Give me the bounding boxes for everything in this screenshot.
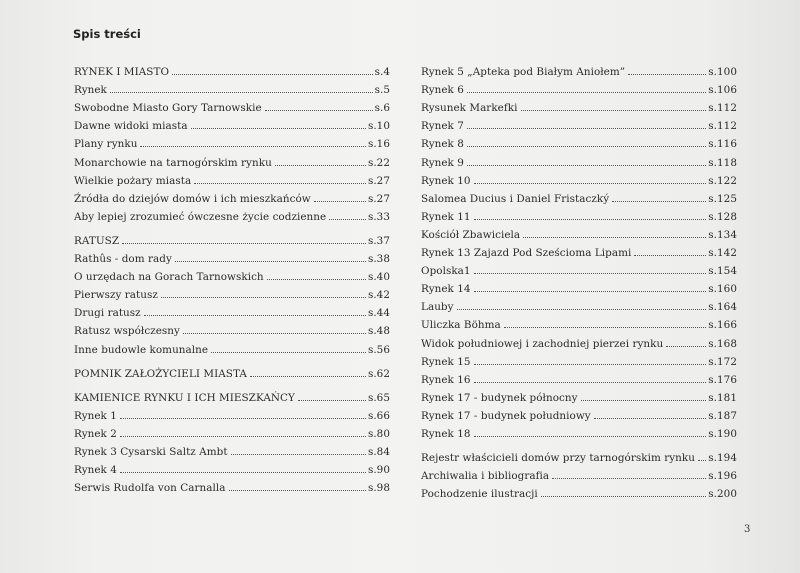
toc-entry-page: s.90 <box>367 464 390 477</box>
toc-entry <box>74 265 390 283</box>
dot-leader <box>250 376 366 377</box>
toc-entry <box>421 446 737 464</box>
toc-entry-title: Rynek 8 <box>421 138 464 151</box>
toc-entry-title: Rynek 15 <box>421 355 471 368</box>
toc-entry <box>74 386 390 404</box>
toc-entry-page: s.4 <box>374 66 390 79</box>
toc-entry-page: s.196 <box>708 470 737 483</box>
dot-leader <box>474 291 707 292</box>
toc-entry-page: s.48 <box>367 325 390 338</box>
dot-leader <box>175 261 366 262</box>
toc-entry <box>74 319 390 337</box>
dot-leader <box>698 460 706 461</box>
dot-leader <box>634 255 706 256</box>
toc-entry <box>421 259 737 277</box>
toc-entry-title: RATUSZ <box>74 234 120 247</box>
toc-entry-title: Plany rynku <box>74 138 138 151</box>
toc-entry-page: s.44 <box>367 307 390 320</box>
dot-leader <box>612 201 706 202</box>
dot-leader <box>267 279 366 280</box>
toc-entry-title: Rynek 6 <box>421 84 464 97</box>
toc-entry-page: s.106 <box>708 84 737 97</box>
toc-entry-page: s.116 <box>708 138 737 151</box>
toc-entry <box>421 313 737 331</box>
toc-entry-page: s.16 <box>367 138 390 151</box>
toc-entry <box>421 464 737 482</box>
toc-entry-title: Pochodzenie ilustracji <box>421 488 538 501</box>
toc-entry <box>421 295 737 313</box>
dot-leader <box>172 74 373 75</box>
toc-entry-page: s.172 <box>708 355 737 368</box>
toc-entry-title: Aby lepiej zrozumieć ówczesne życie codzienne <box>74 210 327 223</box>
toc-entry-title: Swobodne Miasto Gory Tarnowskie <box>74 102 262 115</box>
toc-entry-title: Źródła do dziejów domów i ich mieszkańców <box>74 192 311 205</box>
toc-entry <box>74 283 390 301</box>
dot-leader <box>474 273 707 274</box>
dot-leader <box>552 478 706 479</box>
dot-leader <box>110 92 373 93</box>
toc-entry-title: Rynek 1 <box>74 409 117 422</box>
page-number: 3 <box>744 524 751 535</box>
toc-entry-page: s.112 <box>708 102 737 115</box>
toc-entry-page: s.6 <box>374 102 390 115</box>
dot-leader <box>120 472 366 473</box>
toc-entry <box>421 350 737 368</box>
toc-entry-title: Drugi ratusz <box>74 307 141 320</box>
toc-entry <box>421 422 737 440</box>
toc-entry-title: Rynek 10 <box>421 174 471 187</box>
dot-leader <box>191 128 366 129</box>
toc-entry-page: s.98 <box>367 482 390 495</box>
toc-entry-page: s.27 <box>367 192 390 205</box>
dot-leader <box>144 315 366 316</box>
toc-entry <box>421 223 737 241</box>
toc-entry-title: Rynek 5 „Apteka pod Białym Aniołem” <box>421 66 626 79</box>
toc-entry-page: s.128 <box>708 210 737 223</box>
dot-leader <box>474 183 707 184</box>
toc-entry-page: s.65 <box>367 391 390 404</box>
toc-entry-page: s.84 <box>367 445 390 458</box>
toc-entry-page: s.181 <box>708 391 737 404</box>
toc-entry <box>421 96 737 114</box>
dot-leader <box>329 219 366 220</box>
toc-entry-title: Lauby <box>421 301 454 314</box>
dot-leader <box>275 165 366 166</box>
toc-entry <box>421 150 737 168</box>
toc-entry <box>74 440 390 458</box>
toc-entry-title: Pierwszy ratusz <box>74 289 158 302</box>
toc-entry-page: s.122 <box>708 174 737 187</box>
toc-entry <box>74 229 390 247</box>
toc-entry <box>74 476 390 494</box>
toc-entry-page: s.33 <box>367 210 390 223</box>
dot-leader <box>298 400 366 401</box>
dot-leader <box>194 183 366 184</box>
toc-entry <box>74 458 390 476</box>
dot-leader <box>120 418 366 419</box>
toc-entry-page: s.200 <box>708 488 737 501</box>
toc-left-column <box>74 60 390 494</box>
dot-leader <box>161 297 366 298</box>
toc-entry <box>421 60 737 78</box>
dot-leader <box>541 496 706 497</box>
toc-entry-page: s.194 <box>708 452 737 465</box>
toc-entry-title: Rynek <box>74 84 107 97</box>
toc-entry <box>74 150 390 168</box>
dot-leader <box>467 146 706 147</box>
toc-entry <box>74 362 390 380</box>
toc-entry <box>74 169 390 187</box>
toc-entry <box>74 78 390 96</box>
toc-entry-title: Opolska1 <box>421 265 471 278</box>
toc-entry-page: s.164 <box>708 301 737 314</box>
toc-entry <box>421 187 737 205</box>
dot-leader <box>467 165 706 166</box>
toc-entry-title: Dawne widoki miasta <box>74 120 188 133</box>
toc-entry-title: Salomea Ducius i Daniel Fristaczký <box>421 192 610 205</box>
toc-entry-page: s.190 <box>708 427 737 440</box>
toc-entry-title: Rynek 11 <box>421 210 471 223</box>
toc-entry-page: s.134 <box>708 228 737 241</box>
toc-entry-page: s.142 <box>708 247 737 260</box>
dot-leader <box>504 327 707 328</box>
toc-entry-title: Rynek 9 <box>421 156 464 169</box>
dot-leader <box>581 400 707 401</box>
toc-entry-title: KAMIENICE RYNKU I ICH MIESZKAŃCY <box>74 391 295 404</box>
toc-entry-title: Rejestr właścicieli domów przy tarnogórskim rynku <box>421 452 696 465</box>
dot-leader <box>140 146 365 147</box>
toc-entry <box>74 114 390 132</box>
dot-leader <box>314 201 366 202</box>
dot-leader <box>474 219 707 220</box>
toc-entry <box>74 187 390 205</box>
toc-entry-title: Rynek 14 <box>421 283 471 296</box>
dot-leader <box>594 418 707 419</box>
toc-entry-title: Rynek 16 <box>421 373 471 386</box>
dot-leader <box>122 243 366 244</box>
toc-entry-page: s.40 <box>367 271 390 284</box>
toc-entry <box>421 404 737 422</box>
dot-leader <box>231 454 366 455</box>
toc-entry <box>421 78 737 96</box>
toc-entry-page: s.160 <box>708 283 737 296</box>
toc-entry <box>74 132 390 150</box>
dot-leader <box>467 128 706 129</box>
toc-entry-page: s.22 <box>367 156 390 169</box>
toc-entry-page: s.38 <box>367 253 390 266</box>
toc-entry-page: s.154 <box>708 265 737 278</box>
dot-leader <box>229 490 366 491</box>
toc-entry-title: Archiwalia i bibliografia <box>421 470 550 483</box>
toc-entry-title: Rynek 3 Cysarski Saltz Ambt <box>74 445 228 458</box>
toc-entry-title: O urzędach na Gorach Tarnowskich <box>74 271 264 284</box>
toc-entry <box>421 132 737 150</box>
toc-entry-page: s.166 <box>708 319 737 332</box>
toc-entry <box>421 331 737 349</box>
dot-leader <box>521 110 707 111</box>
toc-entry <box>421 169 737 187</box>
toc-entry-title: Rynek 13 Zajazd Pod Sześcioma Lipami <box>421 247 632 260</box>
toc-right-column <box>421 60 737 500</box>
dot-leader <box>120 436 366 437</box>
toc-entry <box>74 404 390 422</box>
toc-entry-page: s.118 <box>708 156 737 169</box>
toc-entry-page: s.168 <box>708 337 737 350</box>
toc-entry-page: s.80 <box>367 427 390 440</box>
toc-entry-page: s.66 <box>367 409 390 422</box>
toc-entry-title: Rynek 7 <box>421 120 464 133</box>
toc-entry-title: Wielkie pożary miasta <box>74 174 192 187</box>
toc-entry-title: RYNEK I MIASTO <box>74 66 170 79</box>
toc-entry-title: Rysunek Markefki <box>421 102 518 115</box>
dot-leader <box>523 237 706 238</box>
toc-entry-title: Uliczka Böhma <box>421 319 501 332</box>
dot-leader <box>265 110 373 111</box>
toc-entry-title: Rynek 18 <box>421 427 471 440</box>
toc-entry-page: s.62 <box>367 367 390 380</box>
toc-entry-page: s.187 <box>708 409 737 422</box>
dot-leader <box>474 364 707 365</box>
toc-entry-page: s.112 <box>708 120 737 133</box>
toc-entry-title: Rynek 17 - budynek południowy <box>421 409 591 422</box>
toc-entry <box>421 386 737 404</box>
toc-entry-title: Rynek 4 <box>74 464 117 477</box>
toc-entry <box>421 205 737 223</box>
toc-entry-title: Monarchowie na tarnogórskim rynku <box>74 156 272 169</box>
toc-entry-title: Widok południowej i zachodniej pierzei rynku <box>421 337 664 350</box>
dot-leader <box>457 309 707 310</box>
dot-leader <box>628 74 706 75</box>
toc-entry <box>74 422 390 440</box>
toc-entry-page: s.125 <box>708 192 737 205</box>
toc-entry <box>421 482 737 500</box>
toc-entry-title: Ratusz współczesny <box>74 325 180 338</box>
toc-entry-page: s.10 <box>367 120 390 133</box>
toc-entry-page: s.27 <box>367 174 390 187</box>
toc-entry <box>421 368 737 386</box>
toc-entry-title: Kościół Zbawiciela <box>421 228 521 241</box>
toc-entry-title: Serwis Rudolfa von Carnalla <box>74 482 226 495</box>
toc-entry <box>421 241 737 259</box>
toc-entry-page: s.56 <box>367 343 390 356</box>
toc-entry-page: s.100 <box>708 66 737 79</box>
page-title: Spis treści <box>73 27 141 41</box>
toc-entry-title: Rynek 17 - budynek północny <box>421 391 578 404</box>
dot-leader <box>474 436 707 437</box>
toc-entry <box>74 205 390 223</box>
toc-entry <box>74 301 390 319</box>
toc-entry <box>74 337 390 355</box>
toc-entry <box>421 277 737 295</box>
toc-entry-page: s.42 <box>367 289 390 302</box>
toc-entry-page: s.37 <box>367 234 390 247</box>
toc-entry-title: Inne budowle komunalne <box>74 343 209 356</box>
toc-entry <box>74 247 390 265</box>
dot-leader <box>183 333 366 334</box>
toc-entry-title: POMNIK ZAŁOŻYCIELI MIASTA <box>74 367 247 380</box>
toc-entry <box>74 96 390 114</box>
toc-entry-title: Rathûs - dom rady <box>74 253 172 266</box>
dot-leader <box>666 346 706 347</box>
toc-entry-title: Rynek 2 <box>74 427 117 440</box>
dot-leader <box>211 352 366 353</box>
dot-leader <box>467 92 706 93</box>
toc-entry <box>74 60 390 78</box>
toc-entry-page: s.5 <box>374 84 390 97</box>
toc-entry <box>421 114 737 132</box>
dot-leader <box>474 382 707 383</box>
toc-entry-page: s.176 <box>708 373 737 386</box>
